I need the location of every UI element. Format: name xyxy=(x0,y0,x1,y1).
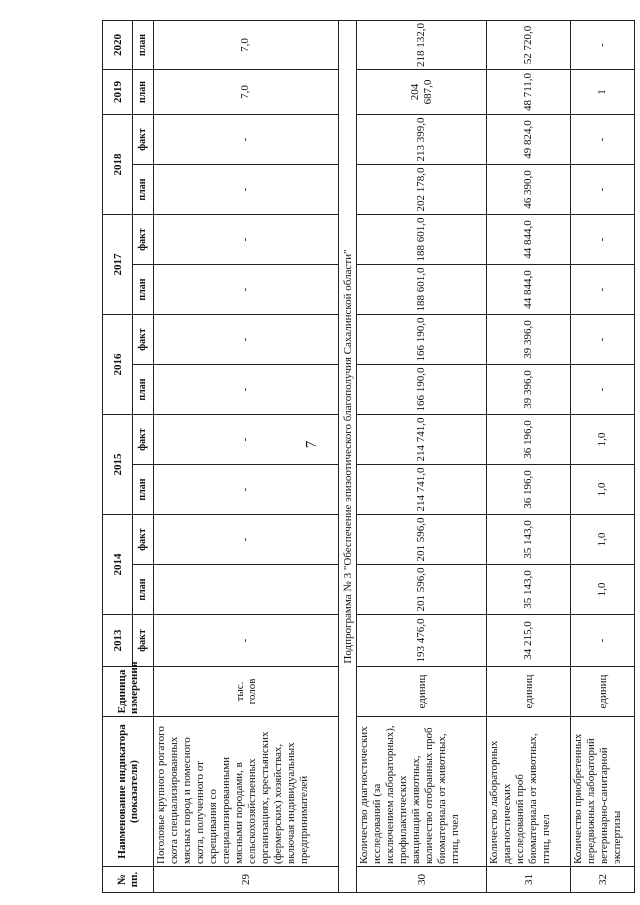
subprogram-row xyxy=(338,21,357,893)
table-row xyxy=(357,21,487,893)
value-cell: - xyxy=(571,265,635,315)
value-cell: 1,0 xyxy=(571,465,635,515)
value-cell: - xyxy=(571,615,635,667)
header-2013-fact: факт xyxy=(133,615,154,667)
header-2017-plan: план xyxy=(133,265,154,315)
header-2015-fact: факт xyxy=(133,415,154,465)
value-cell: 166 190,0 xyxy=(357,365,487,415)
value-cell: 1 xyxy=(571,70,635,115)
header-year-2017: 2017 xyxy=(103,215,133,315)
value-cell: 166 190,0 xyxy=(357,315,487,365)
value-cell: - xyxy=(154,415,339,465)
value-cell: - xyxy=(571,21,635,70)
header-year-2015: 2015 xyxy=(103,415,133,515)
value-cell: 204 687,0 xyxy=(357,70,487,115)
value-cell: 7,0 xyxy=(154,21,339,70)
header-year-2016: 2016 xyxy=(103,315,133,415)
value-cell: 44 844,0 xyxy=(487,215,571,265)
row-number: 30 xyxy=(357,867,487,893)
value-cell xyxy=(154,565,339,615)
header-year-2019: 2019 xyxy=(103,70,133,115)
value-cell: 7,0 xyxy=(154,70,339,115)
value-cell: 35 143,0 xyxy=(487,565,571,615)
value-cell: 35 143,0 xyxy=(487,515,571,565)
value-cell: - xyxy=(154,465,339,515)
value-cell: - xyxy=(154,165,339,215)
value-cell: 201 596,0 xyxy=(357,515,487,565)
header-2014-plan: план xyxy=(133,565,154,615)
header-2016-fact: факт xyxy=(133,315,154,365)
value-cell: - xyxy=(571,115,635,165)
header-2017-fact: факт xyxy=(133,215,154,265)
unit-cell: единиц xyxy=(487,667,571,717)
table-row xyxy=(154,21,339,893)
value-cell: 46 390,0 xyxy=(487,165,571,215)
value-cell: 213 399,0 xyxy=(357,115,487,165)
unit-cell: тыс. голов xyxy=(154,667,339,717)
value-cell: - xyxy=(154,515,339,565)
unit-cell: единиц xyxy=(357,667,487,717)
header-row-years xyxy=(103,21,133,893)
value-cell: - xyxy=(571,315,635,365)
value-cell: 218 132,0 xyxy=(357,21,487,70)
value-cell: - xyxy=(571,165,635,215)
value-cell: - xyxy=(571,215,635,265)
row-number: 31 xyxy=(487,867,571,893)
header-unit: Единица измерения xyxy=(103,667,154,717)
header-2014-fact: факт xyxy=(133,515,154,565)
value-cell: - xyxy=(154,115,339,165)
table-row xyxy=(487,21,571,893)
header-2018-plan: план xyxy=(133,165,154,215)
value-cell: - xyxy=(154,365,339,415)
value-cell: 52 720,0 xyxy=(487,21,571,70)
value-cell: 214 741,0 xyxy=(357,415,487,465)
value-cell: - xyxy=(154,215,339,265)
value-cell: 214 741,0 xyxy=(357,465,487,515)
header-year-2013: 2013 xyxy=(103,615,133,667)
value-cell: 1,0 xyxy=(571,565,635,615)
unit-cell: единиц xyxy=(571,667,635,717)
value-cell: 201 596,0 xyxy=(357,565,487,615)
value-cell: - xyxy=(154,615,339,667)
rotated-table-wrapper xyxy=(102,20,635,893)
value-cell: 49 824,0 xyxy=(487,115,571,165)
header-year-2020: 2020 xyxy=(103,21,133,70)
indicator-name: Количество диагностических исследований (за исключением лабораторных), профилактических вакцинаций животных, количество отобранных проб биоматериала от животных, птиц, пчел xyxy=(357,717,487,867)
value-cell: - xyxy=(571,365,635,415)
indicator-name: Количество лабораторных диагностических исследований проб биоматериала от животных, птиц, пчел xyxy=(487,717,571,867)
row-number: 32 xyxy=(571,867,635,893)
value-cell: 36 196,0 xyxy=(487,415,571,465)
subprogram-title: Подпрограмма № 3 "Обеспечение эпизоотического благополучия Сахалинской области" xyxy=(338,21,357,893)
header-2019-plan: план xyxy=(133,70,154,115)
value-cell: 1,0 xyxy=(571,415,635,465)
table-row xyxy=(571,21,635,893)
header-2016-plan: план xyxy=(133,365,154,415)
value-cell: 188 601,0 xyxy=(357,265,487,315)
header-year-2014: 2014 xyxy=(103,515,133,615)
header-2020-plan: план xyxy=(133,21,154,70)
indicators-table xyxy=(102,20,635,893)
indicator-name: Поголовье крупного рогатого скота специализированных мясных пород и помесного скота, полученного от скрещивания со специализированными мясными породами, в сельскохозяйственных организациях, крестьянских (фермерских) хозяйствах, включая индивидуальных предпринимателей xyxy=(154,717,339,867)
value-cell: 48 711,0 xyxy=(487,70,571,115)
value-cell: 36 196,0 xyxy=(487,465,571,515)
value-cell: 202 178,0 xyxy=(357,165,487,215)
indicator-name: Количество приобретенных передвижных лабораторий ветеринарно-санитарной экспертизы xyxy=(571,717,635,867)
header-name: Наименование индикатора (показателя) xyxy=(103,717,154,867)
header-num: № пп. xyxy=(103,867,154,893)
value-cell: 1,0 xyxy=(571,515,635,565)
value-cell: - xyxy=(154,315,339,365)
value-cell: 39 396,0 xyxy=(487,365,571,415)
value-cell: 188 601,0 xyxy=(357,215,487,265)
header-2015-plan: план xyxy=(133,465,154,515)
value-cell: - xyxy=(154,265,339,315)
value-cell: 44 844,0 xyxy=(487,265,571,315)
value-cell: 193 476,0 xyxy=(357,615,487,667)
page-number: 7 xyxy=(303,440,320,449)
header-year-2018: 2018 xyxy=(103,115,133,215)
header-2018-fact: факт xyxy=(133,115,154,165)
row-number: 29 xyxy=(154,867,339,893)
value-cell: 39 396,0 xyxy=(487,315,571,365)
value-cell: 34 215,0 xyxy=(487,615,571,667)
